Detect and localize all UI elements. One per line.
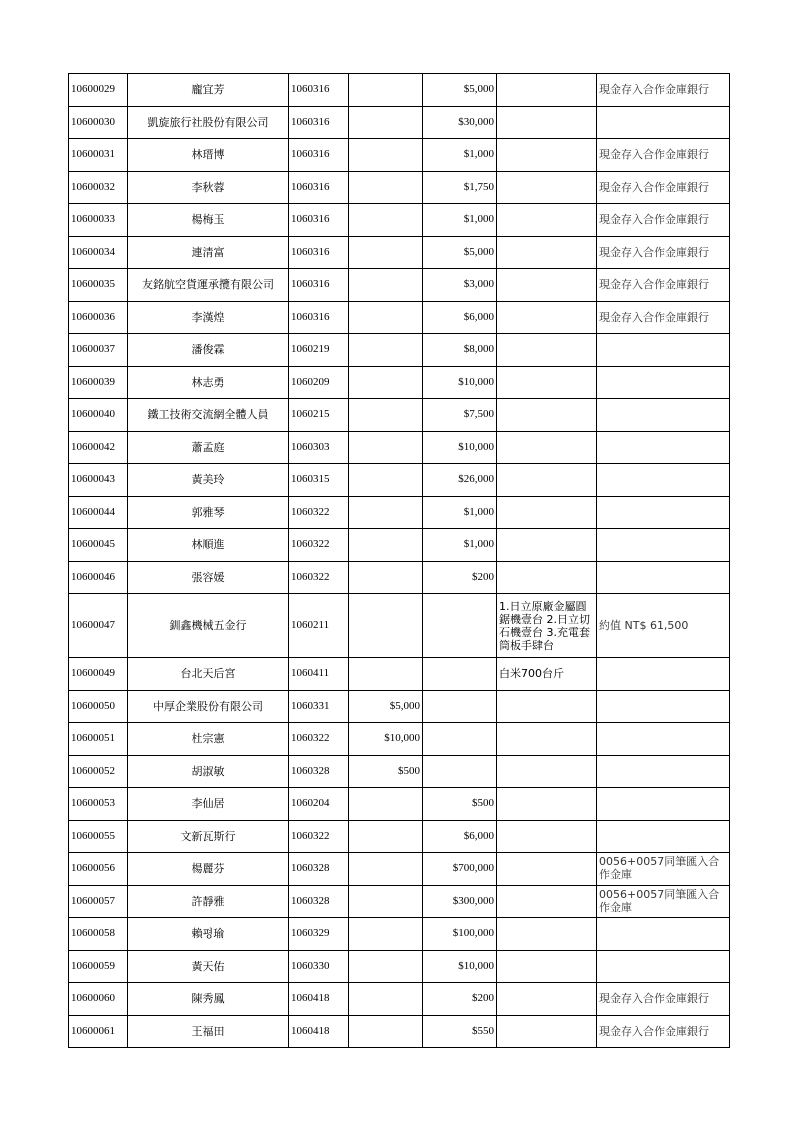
receipt-number-cell: 10600058 bbox=[69, 918, 128, 951]
amount-cell: $6,000 bbox=[423, 820, 497, 853]
amount-cell: $30,000 bbox=[423, 106, 497, 139]
donation-date-cell: 1060329 bbox=[289, 918, 349, 951]
remarks-cell bbox=[597, 399, 730, 432]
cash-amount-cell bbox=[349, 1015, 423, 1048]
cash-amount-cell bbox=[349, 529, 423, 562]
cash-amount-cell bbox=[349, 139, 423, 172]
cash-amount-cell bbox=[349, 853, 423, 886]
cash-amount-cell bbox=[349, 171, 423, 204]
donor-name-cell: 林瑨博 bbox=[128, 139, 289, 172]
table-row bbox=[69, 301, 730, 334]
amount-cell: $6,000 bbox=[423, 301, 497, 334]
cash-amount-cell bbox=[349, 301, 423, 334]
donated-items-cell bbox=[497, 853, 597, 886]
donated-items-cell bbox=[497, 431, 597, 464]
receipt-number-cell: 10600049 bbox=[69, 658, 128, 691]
cash-amount-cell bbox=[349, 464, 423, 497]
donated-items-cell bbox=[497, 204, 597, 237]
table-row bbox=[69, 820, 730, 853]
donor-name-cell: 潘俊霖 bbox=[128, 334, 289, 367]
donor-name-cell: 龐宜芳 bbox=[128, 74, 289, 107]
remarks-cell: 0056+0057同筆匯入合作金庫 bbox=[597, 853, 730, 886]
table-row bbox=[69, 106, 730, 139]
donation-date-cell: 1060330 bbox=[289, 950, 349, 983]
receipt-number-cell: 10600036 bbox=[69, 301, 128, 334]
cash-amount-cell bbox=[349, 334, 423, 367]
cash-amount-cell bbox=[349, 74, 423, 107]
amount-cell: $10,000 bbox=[423, 431, 497, 464]
table-row bbox=[69, 950, 730, 983]
remarks-cell bbox=[597, 950, 730, 983]
table-row bbox=[69, 529, 730, 562]
amount-cell: $700,000 bbox=[423, 853, 497, 886]
receipt-number-cell: 10600060 bbox=[69, 983, 128, 1016]
cash-amount-cell bbox=[349, 269, 423, 302]
donor-name-cell: 林順進 bbox=[128, 529, 289, 562]
table-row bbox=[69, 431, 730, 464]
receipt-number-cell: 10600045 bbox=[69, 529, 128, 562]
cash-amount-cell bbox=[349, 496, 423, 529]
table-row bbox=[69, 464, 730, 497]
donated-items-cell bbox=[497, 236, 597, 269]
amount-cell bbox=[423, 658, 497, 691]
cash-amount-cell bbox=[349, 431, 423, 464]
amount-cell: $8,000 bbox=[423, 334, 497, 367]
donated-items-cell bbox=[497, 885, 597, 918]
donated-items-cell bbox=[497, 464, 597, 497]
receipt-number-cell: 10600044 bbox=[69, 496, 128, 529]
amount-cell: $5,000 bbox=[423, 236, 497, 269]
cash-amount-cell bbox=[349, 236, 423, 269]
cash-amount-cell bbox=[349, 788, 423, 821]
table-row bbox=[69, 561, 730, 594]
donor-name-cell: 連清富 bbox=[128, 236, 289, 269]
amount-cell: $1,000 bbox=[423, 529, 497, 562]
receipt-number-cell: 10600046 bbox=[69, 561, 128, 594]
donor-name-cell: 楊梅玉 bbox=[128, 204, 289, 237]
donor-name-cell: 中厚企業股份有限公司 bbox=[128, 690, 289, 723]
table-row bbox=[69, 1015, 730, 1048]
receipt-number-cell: 10600059 bbox=[69, 950, 128, 983]
amount-cell: $1,000 bbox=[423, 139, 497, 172]
donated-items-cell bbox=[497, 561, 597, 594]
remarks-cell: 0056+0057同筆匯入合作金庫 bbox=[597, 885, 730, 918]
donor-name-cell: 杜宗憲 bbox=[128, 723, 289, 756]
ledger-body bbox=[69, 74, 730, 1048]
remarks-cell bbox=[597, 366, 730, 399]
amount-cell bbox=[423, 594, 497, 658]
donation-date-cell: 1060215 bbox=[289, 399, 349, 432]
amount-cell: $300,000 bbox=[423, 885, 497, 918]
table-row bbox=[69, 788, 730, 821]
cash-amount-cell: $10,000 bbox=[349, 723, 423, 756]
receipt-number-cell: 10600052 bbox=[69, 755, 128, 788]
receipt-number-cell: 10600051 bbox=[69, 723, 128, 756]
donated-items-cell: 1.日立原廠金屬圓鋸機壹台 2.日立切石機壹台 3.充電套筒板手肆台 bbox=[497, 594, 597, 658]
cash-amount-cell bbox=[349, 106, 423, 139]
amount-cell: $26,000 bbox=[423, 464, 497, 497]
donor-name-cell: 黃天佑 bbox=[128, 950, 289, 983]
donation-date-cell: 1060204 bbox=[289, 788, 349, 821]
remarks-cell bbox=[597, 755, 730, 788]
receipt-number-cell: 10600033 bbox=[69, 204, 128, 237]
amount-cell bbox=[423, 755, 497, 788]
remarks-cell bbox=[597, 788, 730, 821]
receipt-number-cell: 10600034 bbox=[69, 236, 128, 269]
receipt-number-cell: 10600032 bbox=[69, 171, 128, 204]
table-row bbox=[69, 885, 730, 918]
donation-date-cell: 1060303 bbox=[289, 431, 349, 464]
donated-items-cell bbox=[497, 918, 597, 951]
donated-items-cell bbox=[497, 983, 597, 1016]
table-row bbox=[69, 853, 730, 886]
donated-items-cell bbox=[497, 820, 597, 853]
donation-date-cell: 1060219 bbox=[289, 334, 349, 367]
donated-items-cell bbox=[497, 399, 597, 432]
donor-name-cell: 蕭孟庭 bbox=[128, 431, 289, 464]
receipt-number-cell: 10600056 bbox=[69, 853, 128, 886]
donor-name-cell: 郭雅琴 bbox=[128, 496, 289, 529]
donor-name-cell: 許靜雅 bbox=[128, 885, 289, 918]
donor-name-cell: 李漢煌 bbox=[128, 301, 289, 334]
donor-name-cell: 台北天后宮 bbox=[128, 658, 289, 691]
table-row bbox=[69, 755, 730, 788]
receipt-number-cell: 10600037 bbox=[69, 334, 128, 367]
donation-date-cell: 1060316 bbox=[289, 74, 349, 107]
donated-items-cell bbox=[497, 788, 597, 821]
cash-amount-cell bbox=[349, 366, 423, 399]
donation-date-cell: 1060315 bbox=[289, 464, 349, 497]
donor-name-cell: 李秋蓉 bbox=[128, 171, 289, 204]
amount-cell: $1,000 bbox=[423, 496, 497, 529]
amount-cell bbox=[423, 723, 497, 756]
receipt-number-cell: 10600035 bbox=[69, 269, 128, 302]
donation-date-cell: 1060322 bbox=[289, 496, 349, 529]
donor-name-cell: 陳秀鳳 bbox=[128, 983, 289, 1016]
receipt-number-cell: 10600050 bbox=[69, 690, 128, 723]
amount-cell: $5,000 bbox=[423, 74, 497, 107]
remarks-cell: 現金存入合作金庫銀行 bbox=[597, 983, 730, 1016]
remarks-cell bbox=[597, 658, 730, 691]
amount-cell: $1,750 bbox=[423, 171, 497, 204]
cash-amount-cell: $5,000 bbox=[349, 690, 423, 723]
donor-name-cell: 文新瓦斯行 bbox=[128, 820, 289, 853]
donated-items-cell bbox=[497, 723, 597, 756]
donor-name-cell: 鐵工技術交流網全體人員 bbox=[128, 399, 289, 432]
remarks-cell: 現金存入合作金庫銀行 bbox=[597, 236, 730, 269]
table-row bbox=[69, 723, 730, 756]
donor-name-cell: 林志勇 bbox=[128, 366, 289, 399]
remarks-cell bbox=[597, 464, 730, 497]
amount-cell: $3,000 bbox=[423, 269, 497, 302]
receipt-number-cell: 10600055 bbox=[69, 820, 128, 853]
donation-date-cell: 1060411 bbox=[289, 658, 349, 691]
remarks-cell: 現金存入合作金庫銀行 bbox=[597, 1015, 730, 1048]
donation-date-cell: 1060331 bbox=[289, 690, 349, 723]
remarks-cell bbox=[597, 820, 730, 853]
table-row bbox=[69, 690, 730, 723]
table-row bbox=[69, 983, 730, 1016]
table-row bbox=[69, 918, 730, 951]
donated-items-cell bbox=[497, 171, 597, 204]
donor-name-cell: 胡淑敏 bbox=[128, 755, 289, 788]
cash-amount-cell bbox=[349, 918, 423, 951]
donation-date-cell: 1060316 bbox=[289, 269, 349, 302]
donated-items-cell bbox=[497, 690, 597, 723]
donated-items-cell bbox=[497, 139, 597, 172]
donation-date-cell: 1060316 bbox=[289, 139, 349, 172]
remarks-cell bbox=[597, 723, 730, 756]
amount-cell bbox=[423, 690, 497, 723]
donor-name-cell: 楊麗芬 bbox=[128, 853, 289, 886]
donor-name-cell: 李仙居 bbox=[128, 788, 289, 821]
amount-cell: $1,000 bbox=[423, 204, 497, 237]
table-row bbox=[69, 366, 730, 399]
donated-items-cell bbox=[497, 366, 597, 399]
remarks-cell bbox=[597, 106, 730, 139]
receipt-number-cell: 10600043 bbox=[69, 464, 128, 497]
remarks-cell bbox=[597, 334, 730, 367]
donation-date-cell: 1060316 bbox=[289, 106, 349, 139]
remarks-cell: 現金存入合作金庫銀行 bbox=[597, 74, 730, 107]
table-row bbox=[69, 204, 730, 237]
donor-name-cell: 黃美玲 bbox=[128, 464, 289, 497]
table-row bbox=[69, 269, 730, 302]
remarks-cell bbox=[597, 496, 730, 529]
donor-name-cell: 賴평瑜 bbox=[128, 918, 289, 951]
donor-name-cell: 釧鑫機械五金行 bbox=[128, 594, 289, 658]
amount-cell: $550 bbox=[423, 1015, 497, 1048]
amount-cell: $200 bbox=[423, 561, 497, 594]
cash-amount-cell bbox=[349, 950, 423, 983]
cash-amount-cell bbox=[349, 204, 423, 237]
donated-items-cell bbox=[497, 334, 597, 367]
donated-items-cell bbox=[497, 496, 597, 529]
donation-date-cell: 1060211 bbox=[289, 594, 349, 658]
amount-cell: $100,000 bbox=[423, 918, 497, 951]
receipt-number-cell: 10600042 bbox=[69, 431, 128, 464]
donor-name-cell: 凱旋旅行社股份有限公司 bbox=[128, 106, 289, 139]
remarks-cell: 約值 NT$ 61,500 bbox=[597, 594, 730, 658]
donation-date-cell: 1060322 bbox=[289, 561, 349, 594]
remarks-cell bbox=[597, 431, 730, 464]
donated-items-cell bbox=[497, 529, 597, 562]
receipt-number-cell: 10600030 bbox=[69, 106, 128, 139]
table-row bbox=[69, 658, 730, 691]
remarks-cell bbox=[597, 690, 730, 723]
donated-items-cell: 白米700台斤 bbox=[497, 658, 597, 691]
donor-name-cell: 友銘航空貨運承攬有限公司 bbox=[128, 269, 289, 302]
cash-amount-cell bbox=[349, 658, 423, 691]
cash-amount-cell bbox=[349, 885, 423, 918]
cash-amount-cell bbox=[349, 399, 423, 432]
receipt-number-cell: 10600061 bbox=[69, 1015, 128, 1048]
cash-amount-cell bbox=[349, 820, 423, 853]
remarks-cell: 現金存入合作金庫銀行 bbox=[597, 204, 730, 237]
receipt-number-cell: 10600047 bbox=[69, 594, 128, 658]
donation-date-cell: 1060418 bbox=[289, 983, 349, 1016]
receipt-number-cell: 10600053 bbox=[69, 788, 128, 821]
table-row bbox=[69, 236, 730, 269]
donation-date-cell: 1060418 bbox=[289, 1015, 349, 1048]
amount-cell: $500 bbox=[423, 788, 497, 821]
donation-date-cell: 1060322 bbox=[289, 820, 349, 853]
donor-name-cell: 王福田 bbox=[128, 1015, 289, 1048]
table-row bbox=[69, 594, 730, 658]
remarks-cell: 現金存入合作金庫銀行 bbox=[597, 171, 730, 204]
receipt-number-cell: 10600031 bbox=[69, 139, 128, 172]
table-row bbox=[69, 334, 730, 367]
donation-ledger-table bbox=[68, 73, 730, 1048]
amount-cell: $10,000 bbox=[423, 950, 497, 983]
donated-items-cell bbox=[497, 74, 597, 107]
remarks-cell: 現金存入合作金庫銀行 bbox=[597, 301, 730, 334]
donated-items-cell bbox=[497, 269, 597, 302]
receipt-number-cell: 10600039 bbox=[69, 366, 128, 399]
amount-cell: $10,000 bbox=[423, 366, 497, 399]
table-row bbox=[69, 74, 730, 107]
donated-items-cell bbox=[497, 950, 597, 983]
donation-date-cell: 1060316 bbox=[289, 171, 349, 204]
receipt-number-cell: 10600029 bbox=[69, 74, 128, 107]
donor-name-cell: 張容媛 bbox=[128, 561, 289, 594]
donation-date-cell: 1060316 bbox=[289, 236, 349, 269]
remarks-cell bbox=[597, 918, 730, 951]
donated-items-cell bbox=[497, 301, 597, 334]
cash-amount-cell: $500 bbox=[349, 755, 423, 788]
amount-cell: $200 bbox=[423, 983, 497, 1016]
cash-amount-cell bbox=[349, 983, 423, 1016]
remarks-cell bbox=[597, 561, 730, 594]
cash-amount-cell bbox=[349, 594, 423, 658]
remarks-cell: 現金存入合作金庫銀行 bbox=[597, 139, 730, 172]
donated-items-cell bbox=[497, 755, 597, 788]
donation-date-cell: 1060316 bbox=[289, 301, 349, 334]
donation-date-cell: 1060328 bbox=[289, 885, 349, 918]
cash-amount-cell bbox=[349, 561, 423, 594]
donation-date-cell: 1060322 bbox=[289, 723, 349, 756]
donation-date-cell: 1060209 bbox=[289, 366, 349, 399]
donation-date-cell: 1060322 bbox=[289, 529, 349, 562]
table-row bbox=[69, 139, 730, 172]
table-row bbox=[69, 399, 730, 432]
remarks-cell: 現金存入合作金庫銀行 bbox=[597, 269, 730, 302]
amount-cell: $7,500 bbox=[423, 399, 497, 432]
donated-items-cell bbox=[497, 1015, 597, 1048]
donation-date-cell: 1060316 bbox=[289, 204, 349, 237]
donated-items-cell bbox=[497, 106, 597, 139]
donation-date-cell: 1060328 bbox=[289, 853, 349, 886]
table-row bbox=[69, 171, 730, 204]
donation-date-cell: 1060328 bbox=[289, 755, 349, 788]
table-row bbox=[69, 496, 730, 529]
remarks-cell bbox=[597, 529, 730, 562]
receipt-number-cell: 10600040 bbox=[69, 399, 128, 432]
receipt-number-cell: 10600057 bbox=[69, 885, 128, 918]
